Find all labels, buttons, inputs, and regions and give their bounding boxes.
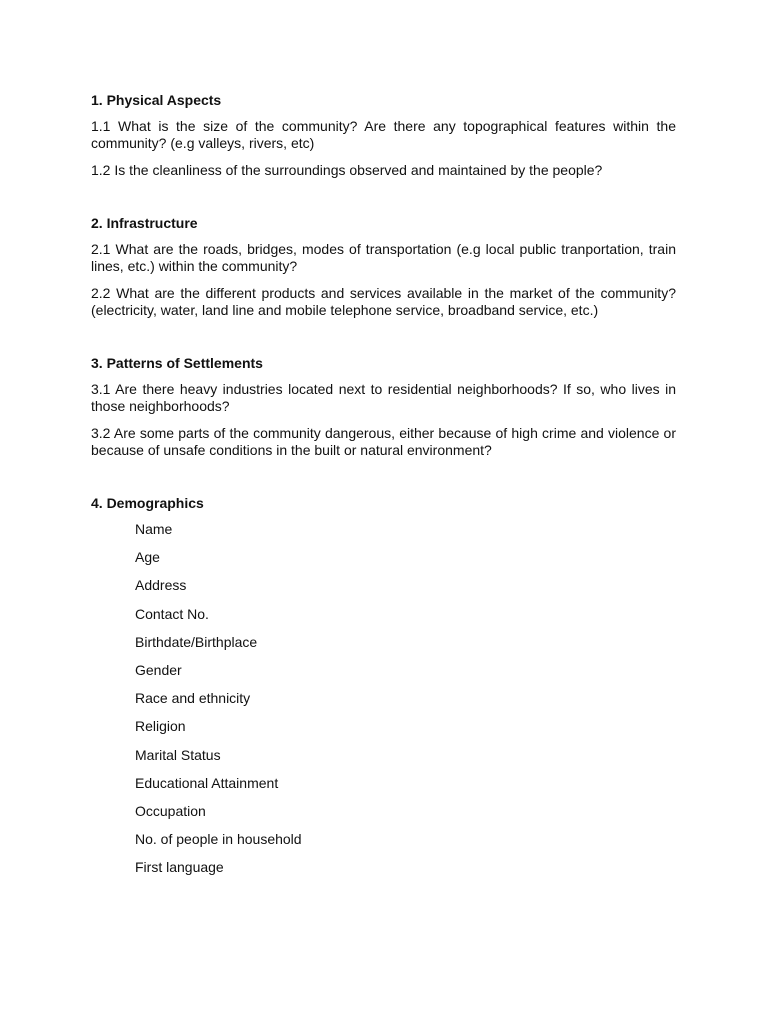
section-patterns-of-settlements (91, 355, 676, 459)
section-infrastructure (91, 215, 676, 319)
list-item: Contact No. (135, 605, 209, 622)
list-item: Race and ethnicity (135, 690, 251, 707)
question-2-1: 2.1 What are the roads, bridges, modes of transportation (e.g local public tranportation, train lines, etc.) within the community? (91, 241, 676, 274)
list-item: Religion (135, 718, 186, 735)
question-1-2: 1.2 Is the cleanliness of the surroundings observed and maintained by the people? (91, 162, 603, 178)
question-3-1: 3.1 Are there heavy industries located next to residential neighborhoods? If so, who lives in those neighborhoods? (91, 381, 676, 414)
section-heading: 1. Physical Aspects (91, 92, 222, 108)
list-item: Marital Status (135, 746, 221, 763)
list-item: Gender (135, 661, 182, 678)
question-1-1: 1.1 What is the size of the community? Are there any topographical features within the community? (e.g valleys, rivers, etc) (91, 118, 676, 151)
section-heading: 4. Demographics (91, 495, 204, 511)
section-heading: 2. Infrastructure (91, 215, 198, 231)
section-demographics (91, 495, 676, 887)
list-item: Educational Attainment (135, 774, 279, 791)
list-item: Birthdate/Birthplace (135, 633, 258, 650)
section-heading: 3. Patterns of Settlements (91, 355, 263, 371)
question-3-2: 3.2 Are some parts of the community dangerous, either because of high crime and violence or because of unsafe conditions in the built or natural environment? (91, 425, 676, 458)
list-item: Age (135, 549, 160, 566)
list-item: Occupation (135, 802, 206, 819)
list-item: Name (135, 521, 173, 537)
demographics-list (91, 521, 676, 887)
list-item: First language (135, 859, 224, 876)
section-physical-aspects (91, 92, 676, 179)
question-2-2: 2.2 What are the different products and services available in the market of the community? (electricity, water, land line and mobile telephone service, broadband service, etc.) (91, 285, 676, 318)
document-body (91, 92, 676, 923)
list-item: No. of people in household (135, 831, 302, 848)
list-item: Address (135, 577, 187, 594)
